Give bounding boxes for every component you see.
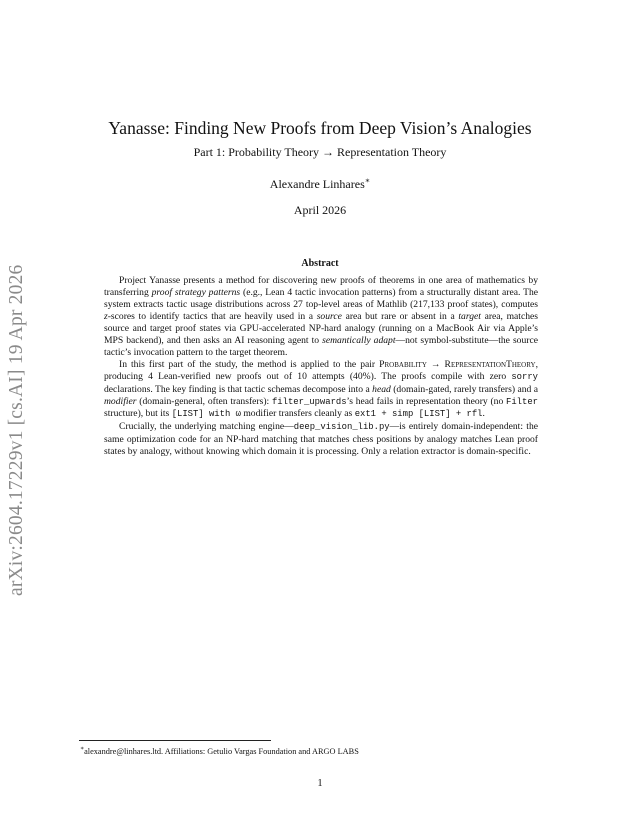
abstract-emphasis: modifier [104, 395, 137, 407]
abstract-text: modifier transfers cleanly as [240, 408, 355, 420]
abstract-code: ext1 + simp [LIST] + rfl [354, 409, 483, 420]
abstract-text: -scores to identify tactics that are heavily used in a [107, 310, 317, 322]
footnote [80, 745, 359, 756]
footnote-mark: ∗ [80, 746, 85, 752]
abstract-emphasis: head [372, 383, 391, 395]
abstract-code: sorry [511, 371, 538, 382]
abstract-text: structure), but its [104, 408, 172, 420]
abstract-emphasis: proof strategy patterns [151, 286, 241, 298]
abstract-text: , producing 4 Lean-verified new proofs out of 10 attempts (40%). The proofs compile with zero [104, 358, 538, 382]
abstract-paragraph-2 [104, 359, 538, 422]
page-number: 1 [317, 778, 323, 789]
abstract-text: (domain-gated, rarely transfers) and a [390, 383, 538, 395]
footnote-text: alexandre@linhares.ltd. Affiliations: Getulio Vargas Foundation and ARGO LABS [84, 746, 359, 756]
abstract-text: —is entirely domain-independent: the same optimization code for an NP-hard matching that matches chess positions by analogy matches Lean proof states by analogy, without knowing which domain it is processing. Only a relation extractor is domain-specific. [104, 421, 538, 458]
abstract-arrow: → [426, 358, 445, 370]
abstract-emphasis: source [316, 310, 342, 322]
abstract-emphasis: semantically adapt [322, 334, 396, 346]
abstract-code: Filter [506, 396, 538, 407]
abstract-code: [LIST] with ω [171, 409, 241, 420]
abstract-paragraph-1 [104, 275, 538, 359]
abstract-text: In this first part of the study, the method is applied to the pair [119, 358, 380, 370]
paper-subtitle: Part 1: Probability Theory → Representation Theory [193, 145, 447, 159]
abstract-paragraph-3 [104, 421, 538, 458]
abstract-heading: Abstract [301, 258, 339, 269]
abstract-code: filter_upwards [271, 396, 347, 407]
abstract-emphasis: target [458, 310, 481, 322]
arxiv-identifier-stamp: arXiv:2604.17229v1 [cs.AI] 19 Apr 2026 [6, 264, 27, 596]
abstract-small-caps: RepresentationTheory [444, 358, 536, 370]
abstract-text: declarations. The key finding is that tactic schemas decompose into a [104, 383, 373, 395]
author-footnote-mark: ∗ [364, 176, 371, 185]
paper-date: April 2026 [293, 203, 347, 217]
abstract-text: area but rare or absent in a [341, 310, 459, 322]
footnote-rule [79, 740, 271, 741]
abstract-emphasis: z [104, 310, 108, 322]
author-line [0, 176, 640, 192]
abstract-text: . [482, 408, 485, 420]
abstract-text: (e.g., Lean 4 tactic invocation patterns) from a structurally distant area. The system extracts tactic usage distributions across 27 top-level areas of Mathlib (217,133 proof states), computes [104, 286, 538, 310]
abstract-text: —not symbol-substitute—the source tactic’s invocation pattern to the target theorem. [104, 334, 538, 358]
abstract-body [104, 275, 538, 458]
abstract-text: Project Yanasse presents a method for discovering new proofs of theorems in one area of mathematics by transferring [104, 275, 538, 298]
abstract-code: deep_vision_lib.py [293, 422, 390, 433]
author-name: Alexandre Linhares [269, 177, 365, 191]
abstract-text: (domain-general, often transfers): [136, 395, 272, 407]
paper-title: Yanasse: Finding New Proofs from Deep Vision’s Analogies [108, 118, 532, 138]
abstract-text: Crucially, the underlying matching engine— [119, 421, 294, 433]
abstract-text: area, matches source and target proof states via GPU-accelerated NP-hard analogy (running on a MacBook Air via Apple’s MPS backend), and then asks an AI reasoning agent to [104, 310, 539, 346]
abstract-text: ’s head fails in representation theory (no [346, 395, 507, 407]
abstract-small-caps: Probability [379, 358, 427, 370]
